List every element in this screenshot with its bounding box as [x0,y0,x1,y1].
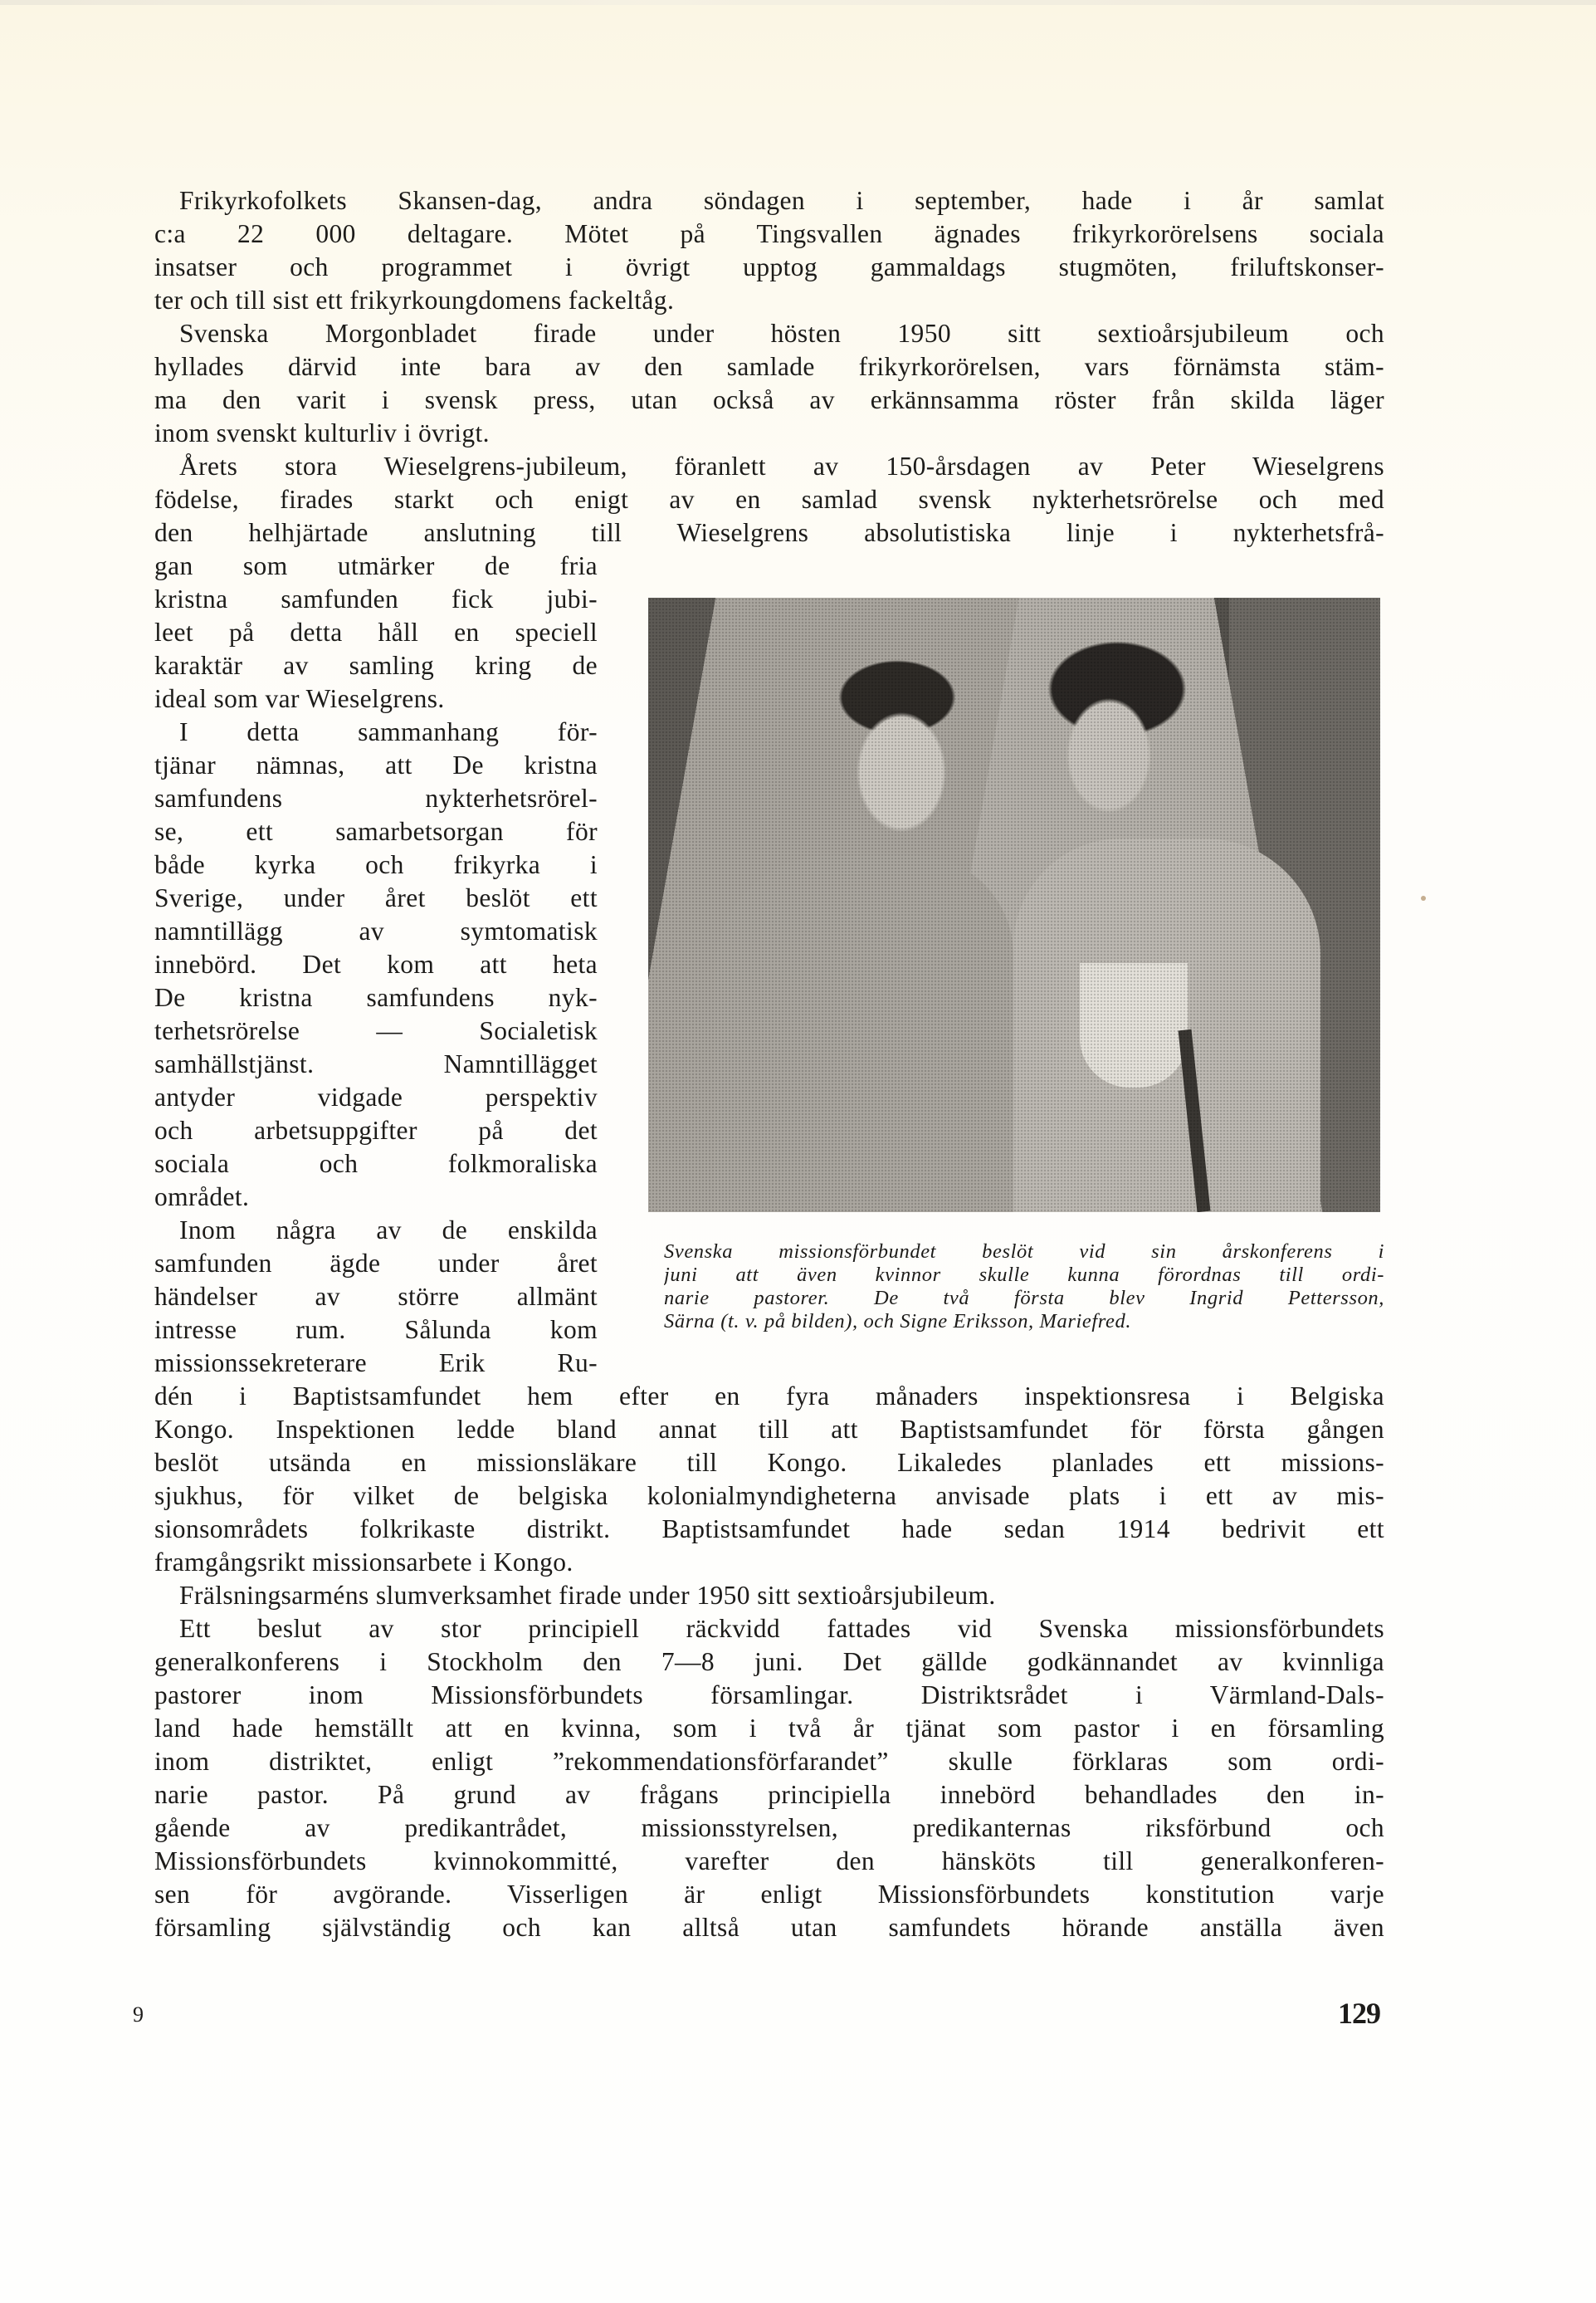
text-line: den helhjärtade anslutning till Wieselgrens absolutistiska linje i nykterhetsfrå- [154,518,1384,547]
text-line: Missionsförbundets kvinnokommitté, varefter den hänsköts till generalkonferen- [154,1846,1384,1875]
text-line: se, ett samarbetsorgan för [154,817,598,846]
photo-figure-left [715,855,1013,1212]
caption-line: Särna (t. v. på bilden), och Signe Eriksson, Mariefred. [664,1310,1132,1332]
text-line: land hade hemställt att en kvinna, som i två år tjänat som pastor i en församling [154,1714,1384,1743]
photo-caption [664,1240,1384,1333]
text-line: och arbetsuppgifter på det [154,1116,598,1145]
text-line: terhetsrörelse — Socialetisk [154,1016,598,1045]
text-line: innebörd. Det kom att heta [154,950,598,979]
text-line: dén i Baptistsamfundet hem efter en fyra månaders inspektionsresa i Belgiska [154,1381,1384,1411]
text-line: ter och till sist ett frikyrkoungdomens fackeltåg. [154,286,675,315]
text-line: I detta sammanhang för- [179,717,598,746]
paragraph-skansen-dag [154,184,1384,317]
text-line: inom distriktet, enligt ”rekommendationsförfarandet” skulle förklaras som ordi- [154,1747,1384,1776]
text-line: De kristna samfundens nyk- [154,983,598,1012]
paper-speck [1421,896,1426,901]
text-line: c:a 22 000 deltagare. Mötet på Tingsvallen ägnades frikyrkorörelsens sociala [154,219,1384,248]
text-line: gan som utmärker de fria [154,551,598,580]
text-line: både kyrka och frikyrka i [154,850,598,879]
text-line: ma den varit i svensk press, utan också av erkännsamma röster från skilda läger [154,385,1384,414]
text-line: leet på detta håll en speciell [154,618,598,647]
text-line: namntillägg av symtomatisk [154,917,598,946]
text-line: inom svenskt kulturliv i övrigt. [154,418,490,447]
text-line: Frikyrkofolkets Skansen-dag, andra söndagen i september, hade i år samlat [179,186,1384,215]
caption-line: narie pastorer. De två första blev Ingrid Pettersson, [664,1287,1384,1309]
text-line: sjukhus, för vilket de belgiska kolonialmyndigheterna anvisade plats i ett av mis- [154,1481,1384,1510]
text-line: kristna samfunden fick jubi- [154,584,598,614]
text-line: Sverige, under året beslöt ett [154,883,598,912]
caption-line: juni att även kvinnor skulle kunna förordnas till ordi- [664,1264,1384,1286]
photo-two-women [648,598,1380,1212]
text-line: Ett beslut av stor principiell räckvidd fattades vid Svenska missionsförbundets [179,1614,1384,1643]
text-line: missionssekreterare Erik Ru- [154,1348,598,1377]
text-line: Frälsningsarméns slumverksamhet firade under 1950 sitt sextioårsjubileum. [179,1581,996,1610]
text-line: hyllades därvid inte bara av den samlade frikyrkorörelsen, vars förnämsta stäm- [154,352,1384,381]
text-line: pastorer inom Missionsförbundets församlingar. Distriktsrådet i Värmland-Dals- [154,1680,1384,1709]
text-line: narie pastor. På grund av frågans principiella innebörd behandlades den in- [154,1780,1384,1809]
text-line: samfunden ägde under året [154,1249,598,1278]
paragraph-missionsförbundet [154,1612,1384,1944]
text-line: Inom några av de enskilda [179,1215,598,1244]
text-line: antyder vidgade perspektiv [154,1083,598,1112]
text-line: händelser av större allmänt [154,1282,598,1311]
text-line: samfundens nykterhetsrörel- [154,784,598,813]
photo-blouse-collar [1080,963,1188,1088]
text-line: området. [154,1182,250,1211]
text-line: Svenska Morgonbladet firade under hösten 1950 sitt sextioårsjubileum och [179,319,1384,348]
text-line: samhällstjänst. Namntillägget [154,1049,598,1078]
text-line: församling självständig och kan alltså utan samfundets hörande anställa även [154,1913,1384,1942]
text-line: Årets stora Wieselgrens-jubileum, föranlett av 150-årsdagen av Peter Wieselgrens [179,452,1384,481]
text-line: födelse, firades starkt och enigt av en samlad svensk nykterhetsrörelse och med [154,485,1384,514]
photo-figure-right [1013,839,1320,1212]
paragraph-svenska-morgonbladet [154,317,1384,450]
text-line: sen för avgörande. Visserligen är enligt Missionsförbundets konstitution varje [154,1880,1384,1909]
text-line: ideal som var Wieselgrens. [154,684,445,713]
text-line: beslöt utsända en missionsläkare till Kongo. Likaledes planlades ett missions- [154,1448,1384,1477]
text-line: insatser och programmet i övrigt upptog gammaldags stugmöten, friluftskonser- [154,252,1384,281]
signature-mark: 9 [133,2002,144,2027]
text-line: tjänar nämnas, att De kristna [154,751,598,780]
text-line: gående av predikantrådet, missionsstyrelsen, predikanternas riksförbund och [154,1813,1384,1842]
text-line: generalkonferens i Stockholm den 7—8 juni. Det gällde godkännandet av kvinnliga [154,1647,1384,1676]
caption-line: Svenska missionsförbundet beslöt vid sin årskonferens i [664,1240,1384,1263]
paragraph-frälsningsarmén [154,1579,1384,1612]
photo-bag-strap [1179,1029,1211,1212]
text-line: karaktär av samling kring de [154,651,598,680]
text-line: sociala och folkmoraliska [154,1149,598,1178]
text-line: sionsområdets folkrikaste distrikt. Baptistsamfundet hade sedan 1914 bedrivit ett [154,1514,1384,1543]
text-line: framgångsrikt missionsarbete i Kongo. [154,1548,573,1577]
page-number: 129 [1338,1997,1380,2030]
text-line: intresse rum. Sålunda kom [154,1315,598,1344]
text-line: Kongo. Inspektionen ledde bland annat till att Baptistsamfundet för första gången [154,1415,1384,1444]
scan-edge [0,0,1596,5]
